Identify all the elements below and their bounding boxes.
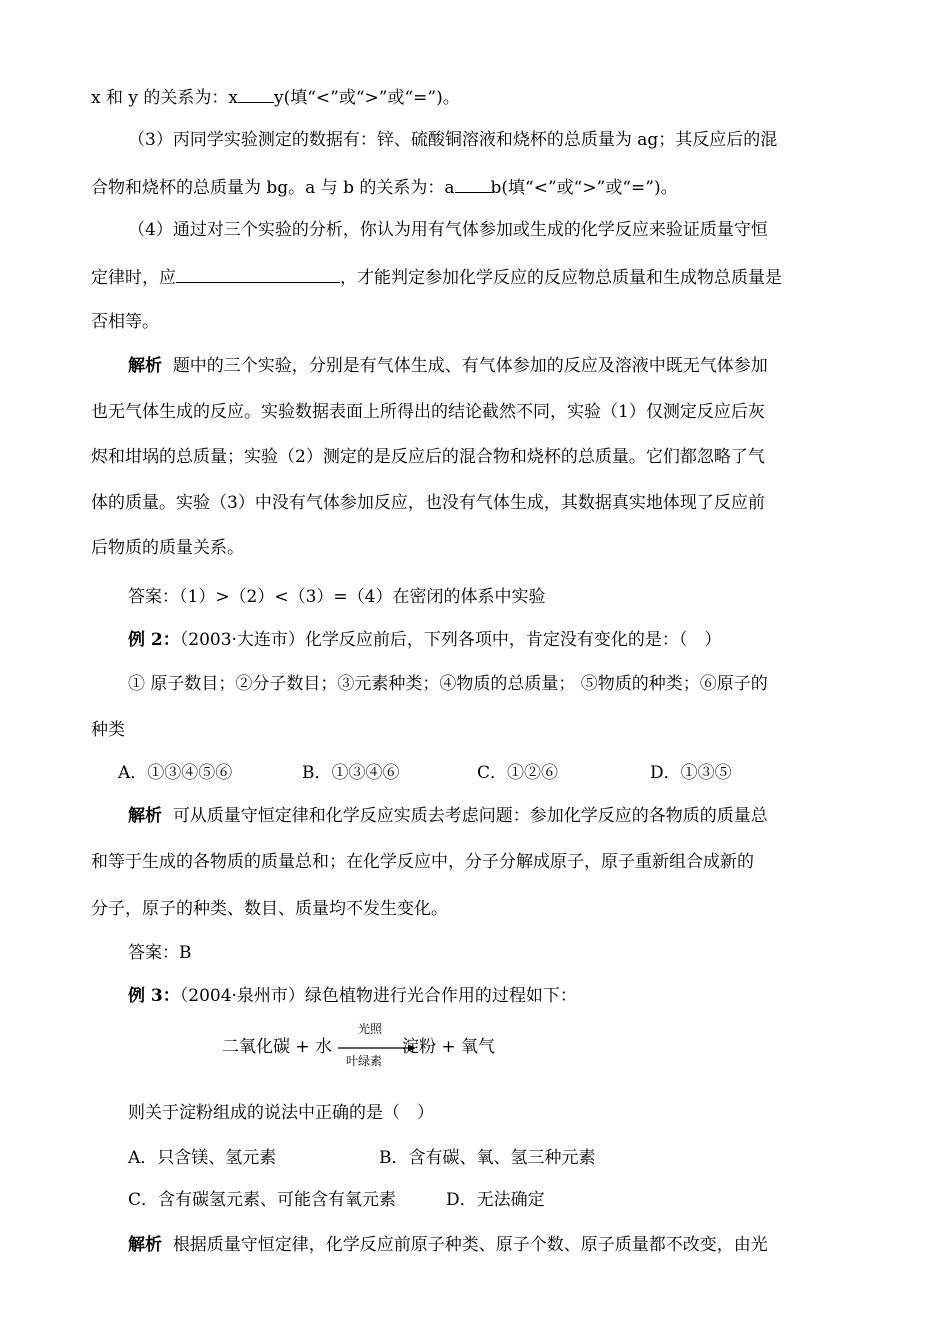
option-b: B．含有碳、氧、氢三种元素: [379, 1148, 596, 1168]
text-line: 也无气体生成的反应。实验数据表面上所得出的结论截然不同，实验（1）仅测定反应后灰: [91, 402, 765, 422]
answer-line: 答案：B: [128, 943, 192, 963]
equation-products: 淀粉 + 氧气: [402, 1037, 496, 1057]
text-line: （3）丙同学实验测定的数据有：锌、硫酸铜溶液和烧杯的总质量为 ag；其反应后的混: [128, 130, 778, 150]
text-line: 定律时，应 ，才能判定参加化学反应的反应物总质量和生成物总质量是: [91, 268, 782, 288]
option-a: A．①③④⑤⑥: [118, 763, 233, 783]
text-line: （4）通过对三个实验的分析，你认为用有气体参加或生成的化学反应来验证质量守恒: [128, 220, 768, 240]
photosynthesis-equation: [222, 1018, 502, 1066]
example-label: 例 3：: [128, 986, 180, 1006]
text-line: 合物和烧杯的总质量为 bg。a 与 b 的关系为：a b(填“<”或“>”或“=”)。: [91, 178, 678, 198]
example-label: 例 2：: [128, 630, 180, 650]
answer-blank: [238, 86, 274, 103]
text-line: ① 原子数目；②分子数目；③元素种类；④物质的总质量； ⑤物质的种类；⑥原子的: [128, 674, 768, 694]
option-d: D．无法确定: [446, 1190, 545, 1210]
analysis-label: 解析: [128, 356, 162, 376]
equation-condition-light: 光照: [358, 1022, 383, 1036]
question-line: 例 3：（2004·泉州市）绿色植物进行光合作用的过程如下：: [128, 986, 577, 1006]
analysis-label: 解析: [128, 806, 162, 826]
option-d: D．①③⑤: [650, 763, 732, 783]
text-line: 后物质的质量关系。: [91, 538, 244, 558]
option-b: B．①③④⑥: [302, 763, 400, 783]
text-line: 解析 题中的三个实验，分别是有气体生成、有气体参加的反应及溶液中既无气体参加: [128, 356, 768, 376]
text-line: 体的质量。实验（3）中没有气体参加反应，也没有气体生成，其数据真实地体现了反应前: [91, 493, 765, 513]
equation-reactants: 二氧化碳 + 水: [222, 1037, 333, 1057]
analysis-label: 解析: [128, 1235, 162, 1255]
answer-blank: [176, 266, 340, 283]
text-line: 和等于生成的各物质的质量总和；在化学反应中，分子分解成原子，原子重新组合成新的: [91, 852, 754, 872]
option-c: C．①②⑥: [477, 763, 559, 783]
text-line: x 和 y 的关系为：x y(填“<”或“>”或“=”)。: [91, 88, 460, 108]
question-line: 例 2：（2003·大连市）化学反应前后，下列各项中，肯定没有变化的是：（ ）: [128, 630, 722, 650]
option-a: A．只含镁、氢元素: [128, 1148, 277, 1168]
text-line: 种类: [91, 720, 125, 740]
answer-blank: [455, 176, 491, 193]
text-line: 解析 可从质量守恒定律和化学反应实质去考虑问题：参加化学反应的各物质的质量总: [128, 806, 768, 826]
option-c: C．含有碳氢元素、可能含有氧元素: [128, 1190, 397, 1210]
equation-condition-chlorophyll: 叶绿素: [346, 1054, 383, 1068]
question-line: 则关于淀粉组成的说法中正确的是（ ）: [128, 1103, 434, 1123]
text-line: 烬和坩埚的总质量；实验（2）测定的是反应后的混合物和烧杯的总质量。它们都忽略了气: [91, 447, 765, 467]
text-line: 否相等。: [91, 312, 159, 332]
answer-line: 答案：（1）>（2）<（3）=（4）在密闭的体系中实验: [128, 587, 546, 607]
text-line: 解析 根据质量守恒定律，化学反应前原子种类、原子个数、原子质量都不改变，由光: [128, 1235, 768, 1255]
text-line: 分子，原子的种类、数目、质量均不发生变化。: [91, 899, 448, 919]
